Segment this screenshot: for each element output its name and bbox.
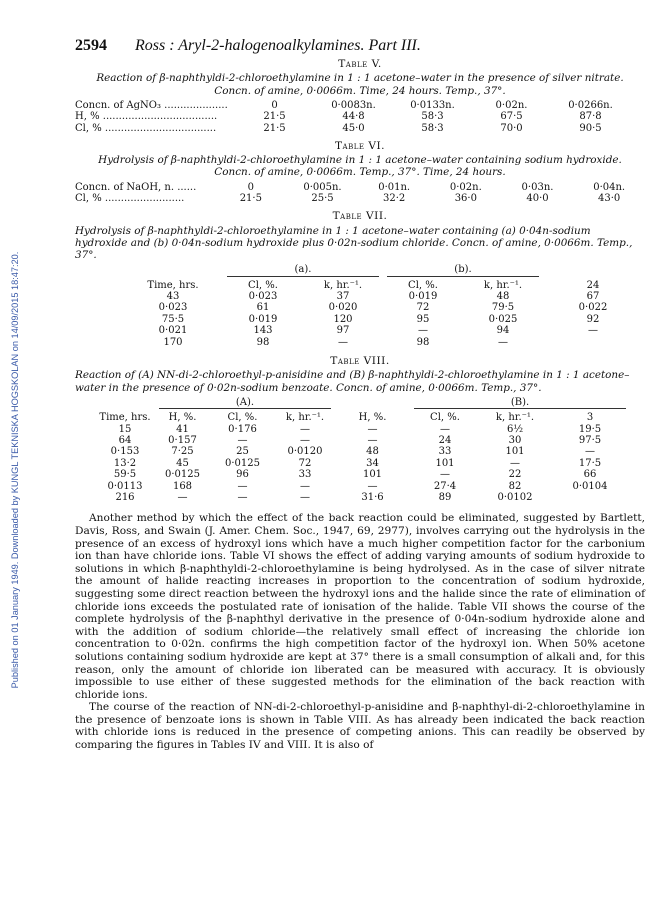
- table7-caption: Hydrolysis of β-naphthyldi-2-chloroethylamine in 1 : 1 acetone–water containing (a) 0·04n-sodium hydroxide and (b) 0·04n-sodium hydroxide plus 0·02n-sodium chloride. Concn. of amine, 0·0066m. Temp., 37°.: [75, 224, 633, 262]
- table7-cell: 98: [416, 336, 430, 348]
- table8-group-header: [95, 397, 635, 412]
- table6-cell: 0·03n.: [521, 181, 554, 193]
- table8-cell: —: [367, 423, 378, 435]
- table7-cell: 143: [253, 325, 273, 337]
- table6: [75, 182, 645, 205]
- table7-cell: 95: [416, 313, 430, 325]
- table5-cell: 0·0083n.: [331, 99, 376, 111]
- table5-cell: 0·0266n.: [568, 99, 613, 111]
- table7-cell: 0·023: [158, 302, 188, 314]
- table8-header-cell: H, %.: [358, 412, 387, 424]
- table8-cell: —: [300, 491, 310, 503]
- publication-note: Published on 01 January 1949. Downloaded by KUNGL TEKNISKA HOGSKOLAN on 14/09/2015 18:47:20.: [10, 251, 20, 689]
- table5-cell: 87·8: [579, 111, 602, 123]
- table7-cell: 98: [256, 336, 270, 348]
- table8-cell: —: [440, 469, 450, 481]
- table7-cell: 24: [586, 279, 600, 291]
- table8-cell: 96: [236, 469, 249, 481]
- table7: [123, 280, 643, 348]
- table8-cell: 0·0120: [287, 446, 323, 458]
- table7-header-cell: k, hr.⁻¹.: [323, 279, 363, 291]
- table7-cell: 0·021: [158, 325, 188, 337]
- table7-header-cell: Cl, %.: [248, 279, 278, 291]
- table7-cell: 97: [336, 325, 350, 337]
- table7-cell: 94: [496, 325, 510, 337]
- table7-cell: —: [418, 325, 428, 337]
- table7-group-a: (a).: [294, 264, 312, 276]
- table8-cell: 216: [115, 491, 135, 503]
- table8-header-cell: k, hr.⁻¹.: [285, 412, 325, 424]
- table7-header-cell: k, hr.⁻¹.: [483, 279, 523, 291]
- table8-header-cell: Cl, %.: [430, 412, 460, 424]
- table7-cell: 170: [163, 336, 183, 348]
- table8-cell: 0·153: [110, 446, 140, 458]
- table8-group-b: (B).: [510, 396, 530, 408]
- table8-header-cell: Time, hrs.: [99, 412, 151, 424]
- table8-header-cell: Cl, %.: [227, 412, 258, 424]
- table8-cell: —: [440, 423, 450, 435]
- table8-cell: 31·6: [361, 491, 384, 503]
- table5: [75, 100, 630, 134]
- page: [75, 37, 645, 752]
- table5-cell: 67·5: [500, 111, 523, 123]
- table7-header-cell: Time, hrs.: [147, 279, 199, 291]
- table5-cell: 44·8: [342, 111, 365, 123]
- table8-cell: 0·0125: [165, 469, 200, 481]
- table8-cell: 24: [438, 434, 452, 446]
- table8-group-a: (A).: [235, 396, 255, 408]
- paragraph-2: The course of the reaction of NN-di-2-chloroethyl-p-anisidine and β-naphthyl-di-2-chloroethylamine in the presence of benzoate ions is shown in Table VIII. As has already been indicated the back reaction with chloride ions is reduced in the presence of competing anions. This can readily be observed by comparing the figures in Tables IV and VIII. It is also of: [75, 701, 645, 752]
- table8-cell: 101: [362, 469, 383, 481]
- table5-cell: 21·5: [263, 111, 286, 123]
- table7-cell: 92: [586, 313, 600, 325]
- running-head: Ross : Aryl-2-halogenoalkylamines. Part III.: [135, 37, 421, 54]
- table8-cell: 0·0113: [107, 480, 143, 492]
- table7-cell: —: [498, 336, 508, 348]
- table7-group-header: [123, 264, 643, 279]
- table8-cell: —: [300, 423, 310, 435]
- table8-cell: 13·2: [113, 457, 137, 469]
- table6-cell: Concn. of NaOH, n. ......: [75, 181, 197, 193]
- table8-cell: 168: [172, 480, 193, 492]
- table6-cell: 0·005n.: [303, 181, 342, 193]
- table8-cell: —: [300, 480, 310, 492]
- table8-cell: 89: [438, 491, 452, 503]
- table8-cell: 41: [176, 423, 189, 435]
- table7-cell: 43: [166, 291, 180, 303]
- table8-cell: 101: [435, 457, 455, 469]
- table6-cell: 32·2: [383, 193, 406, 205]
- body-text: [75, 512, 645, 751]
- table8-cell: —: [367, 434, 378, 446]
- table6-cell: 0·04n.: [593, 181, 626, 193]
- table8-cell: 97·5: [578, 434, 602, 446]
- table5-cell: 0·0133n.: [410, 99, 455, 111]
- table5-label: Table V.: [338, 58, 382, 71]
- table8-cell: 45: [176, 457, 189, 469]
- table7-cell: 67: [586, 291, 600, 303]
- table5-caption: Reaction of β-naphthyldi-2-chloroethylamine in 1 : 1 acetone–water in the presence of silver nitrate. Concn. of amine, 0·0066m. Time, 24 hours. Temp., 37°.: [96, 72, 624, 97]
- table6-cell: 0·01n.: [378, 181, 411, 193]
- table8-cell: 27·4: [433, 480, 457, 492]
- table8-cell: 0·176: [228, 423, 257, 435]
- table7-cell: 0·020: [328, 302, 358, 314]
- table7-cell: 75·5: [161, 313, 185, 325]
- table5-cell: 21·5: [263, 122, 286, 134]
- table5-cell: 90·5: [579, 122, 602, 134]
- table6-cell: Cl, % .........................: [75, 193, 185, 205]
- table8-cell: 0·157: [168, 434, 197, 446]
- table6-cell: 0: [247, 181, 255, 193]
- table8-cell: 3: [586, 412, 594, 424]
- table7-cell: 48: [496, 291, 510, 303]
- table8-cell: 34: [366, 457, 379, 469]
- table6-cell: 21·5: [239, 193, 262, 205]
- table8-cell: 0·0102: [497, 491, 533, 503]
- page-number: 2594: [75, 37, 107, 54]
- paragraph-1: Another method by which the effect of the back reaction could be eliminated, suggested by Bartlett, Davis, Ross, and Swain (J. Amer. Chem. Soc., 1947, 69, 2977), involves carrying out the hydrolysis in the presence of an excess of hydroxyl ions which have a much higher competition factor for the carbonium ion than have chloride ions. Table VI shows the effect of adding varying amounts of sodium hydroxide to solutions in which β-naphthyldi-2-chloroethylamine is being hydrolysed. As in the case of silver nitrate the amount of halide reacting increases in proportion to the concentration of sodium hydroxide, suggesting some direct reaction between the hydroxyl ions and the halide since the rate of elimination of chloride ions exceeds the postulated rate of ionisation of the halide. Table VII shows the course of the complete hydrolysis of the β-naphthyl derivative in the presence of 0·04n-sodium hydroxide alone and with the addition of sodium chloride—the relatively small effect of increasing the chloride ion concentration to 0·02n. confirms the high competition factor of the hydroxyl ion. When 50% acetone solutions containing sodium hydroxide are kept at 37° there is a small consumption of alkali and, for this reason, only the amount of chloride ion liberated can be measured with accuracy. It is obviously impossible to use either of these suggested methods for the elimination of the back reaction with chloride ions.: [75, 512, 645, 701]
- table8-header-cell: H, %.: [168, 412, 197, 424]
- table5-cell: Cl, % ...................................: [75, 122, 217, 134]
- table7-group-b: (b).: [454, 264, 472, 276]
- table7-cell: 79·5: [491, 302, 515, 314]
- table6-cell: 36·0: [454, 193, 477, 205]
- page-header: [75, 37, 645, 54]
- table6-caption: Hydrolysis of β-naphthyldi-2-chloroethylamine in 1 : 1 acetone–water containing sodium hydroxide. Concn. of amine, 0·0066m. Temp., 37°. Time, 24 hours.: [98, 154, 622, 179]
- table8-cell: 0·0125: [225, 457, 260, 469]
- table7-cell: 120: [333, 313, 353, 325]
- table8-cell: 19·5: [578, 423, 602, 435]
- table8-cell: —: [237, 434, 248, 446]
- table8-label: Table VIII.: [330, 355, 390, 368]
- table8-cell: —: [237, 491, 248, 503]
- table8-cell: —: [300, 434, 310, 446]
- table7-cell: 0·023: [248, 291, 278, 303]
- table7-cell: —: [588, 325, 598, 337]
- table8-cell: 64: [118, 434, 132, 446]
- table8-cell: 17·5: [578, 457, 602, 469]
- table5-cell: 0: [271, 99, 278, 111]
- table8-cell: 72: [298, 457, 312, 469]
- table8-cell: —: [237, 480, 248, 492]
- table7-cell: —: [338, 336, 348, 348]
- table8-cell: 30: [508, 434, 522, 446]
- table8-cell: 33: [298, 469, 312, 481]
- table7-cell: 0·019: [408, 291, 438, 303]
- table5-cell: Concn. of AgNO₃ ....................: [75, 99, 228, 111]
- table8-cell: —: [585, 446, 595, 458]
- table7-header-cell: Cl, %.: [408, 279, 438, 291]
- table8-cell: 59·5: [113, 469, 137, 481]
- table8-cell: 48: [366, 446, 379, 458]
- table6-cell: 0·02n.: [449, 181, 482, 193]
- table6-cell: 43·0: [598, 193, 621, 205]
- table5-cell: 58·3: [421, 122, 444, 134]
- table5-cell: 0·02n.: [495, 99, 528, 111]
- table8-cell: 7·25: [171, 446, 194, 458]
- table7-cell: 61: [256, 302, 270, 314]
- table8: [95, 412, 635, 503]
- table5-cell: 70·0: [500, 122, 523, 134]
- table8-cell: 22: [508, 469, 522, 481]
- table8-caption: Reaction of (A) NN-di-2-chloroethyl-p-anisidine and (B) β-naphthyldi-2-chloroethylamine in 1 : 1 acetone–water in the presence of 0·02n-sodium benzoate. Concn. of amine, 0·0066m. Temp., 37°.: [75, 369, 630, 394]
- table7-cell: 37: [336, 291, 350, 303]
- table6-cell: 25·5: [311, 193, 334, 205]
- table8-cell: 66: [583, 469, 597, 481]
- table8-cell: —: [177, 491, 188, 503]
- table8-cell: 6½: [506, 423, 524, 435]
- table7-cell: 0·019: [248, 313, 278, 325]
- table8-cell: —: [510, 457, 520, 469]
- publication-sidebar: [8, 40, 22, 900]
- table5-cell: 58·3: [421, 111, 444, 123]
- table8-cell: 101: [505, 446, 525, 458]
- table8-cell: 82: [508, 480, 522, 492]
- table5-cell: 45·0: [342, 122, 365, 134]
- table8-cell: 33: [438, 446, 452, 458]
- table8-cell: —: [367, 480, 378, 492]
- table8-cell: 15: [118, 423, 132, 435]
- table6-cell: 40·0: [526, 193, 549, 205]
- table8-header-cell: k, hr.⁻¹.: [495, 412, 535, 424]
- table5-cell: H, % ....................................: [75, 111, 218, 123]
- table7-cell: 72: [416, 302, 430, 314]
- table8-cell: 25: [236, 446, 249, 458]
- table6-label: Table VI.: [334, 140, 386, 153]
- table8-cell: 0·0104: [572, 480, 608, 492]
- table7-cell: 0·022: [578, 302, 608, 314]
- table7-label: Table VII.: [332, 210, 388, 223]
- table7-cell: 0·025: [488, 313, 518, 325]
